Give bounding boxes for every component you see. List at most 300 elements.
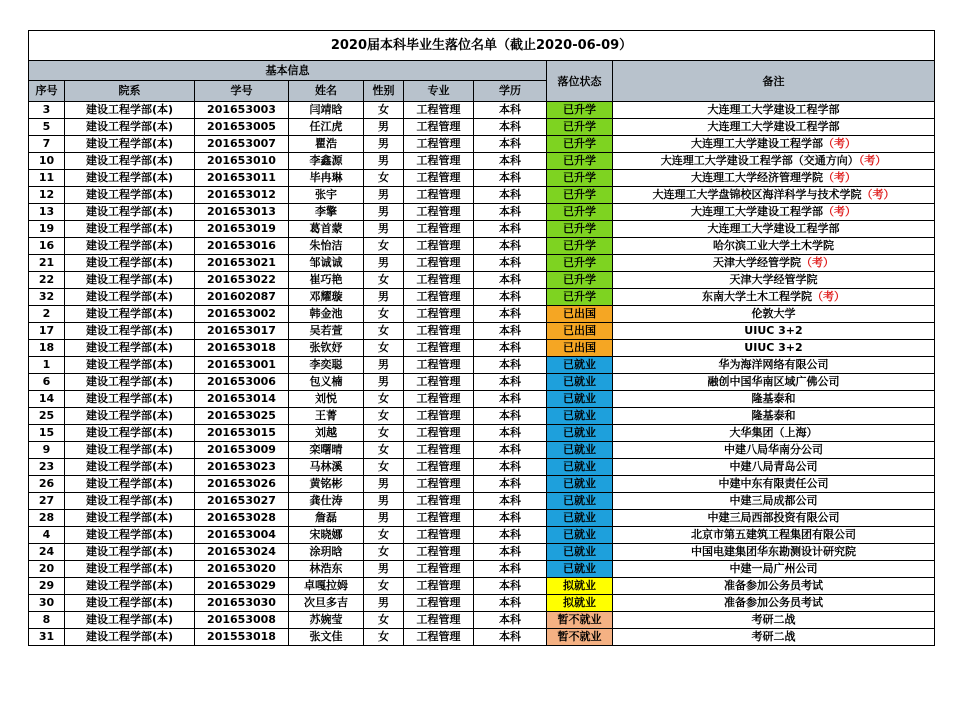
cell-no: 11 — [29, 170, 65, 187]
cell-student-id: 201653020 — [195, 561, 289, 578]
status-badge: 暂不就业 — [547, 612, 613, 629]
remark-text: 天津大学经管学院 — [713, 256, 801, 269]
cell-degree: 本科 — [474, 340, 547, 357]
cell-major: 工程管理 — [404, 221, 474, 238]
table-row — [29, 289, 935, 306]
col-header-id: 学号 — [195, 81, 289, 102]
status-badge: 已出国 — [547, 323, 613, 340]
remark-text: 北京市第五建筑工程集团有限公司 — [691, 528, 856, 541]
cell-gender: 男 — [364, 221, 404, 238]
cell-gender: 女 — [364, 442, 404, 459]
status-badge: 已升学 — [547, 102, 613, 119]
status-badge: 已升学 — [547, 170, 613, 187]
remark-text: 大连理工大学建设工程学部 — [691, 205, 823, 218]
col-header-name: 姓名 — [289, 81, 364, 102]
cell-major: 工程管理 — [404, 476, 474, 493]
status-badge: 已就业 — [547, 476, 613, 493]
cell-dept: 建设工程学部(本) — [65, 204, 195, 221]
cell-student-id: 201602087 — [195, 289, 289, 306]
status-badge: 已升学 — [547, 289, 613, 306]
cell-no: 27 — [29, 493, 65, 510]
cell-degree: 本科 — [474, 255, 547, 272]
cell-dept: 建设工程学部(本) — [65, 119, 195, 136]
exam-mark: （考） — [823, 137, 856, 150]
cell-student-id: 201653015 — [195, 425, 289, 442]
cell-name: 张钦妤 — [289, 340, 364, 357]
cell-name: 闫靖晗 — [289, 102, 364, 119]
cell-student-id: 201653013 — [195, 204, 289, 221]
cell-major: 工程管理 — [404, 272, 474, 289]
table-row — [29, 187, 935, 204]
status-badge: 已就业 — [547, 391, 613, 408]
cell-degree: 本科 — [474, 442, 547, 459]
cell-name: 张宇 — [289, 187, 364, 204]
status-badge: 已就业 — [547, 493, 613, 510]
cell-no: 17 — [29, 323, 65, 340]
status-badge: 已就业 — [547, 561, 613, 578]
remark-text: 中国电建集团华东勘测设计研究院 — [691, 545, 856, 558]
status-badge: 已升学 — [547, 119, 613, 136]
cell-student-id: 201653011 — [195, 170, 289, 187]
remark-text: 中建八局青岛公司 — [729, 460, 818, 473]
cell-name: 包义楠 — [289, 374, 364, 391]
cell-no: 9 — [29, 442, 65, 459]
cell-degree: 本科 — [474, 374, 547, 391]
remark-text: 大连理工大学建设工程学部 — [691, 137, 823, 150]
exam-mark: （考） — [812, 290, 845, 303]
table-row — [29, 272, 935, 289]
cell-degree: 本科 — [474, 493, 547, 510]
cell-student-id: 201553018 — [195, 629, 289, 646]
cell-name: 涂玥晗 — [289, 544, 364, 561]
cell-degree: 本科 — [474, 238, 547, 255]
cell-no: 18 — [29, 340, 65, 357]
cell-major: 工程管理 — [404, 527, 474, 544]
cell-no: 8 — [29, 612, 65, 629]
cell-name: 詹磊 — [289, 510, 364, 527]
cell-degree: 本科 — [474, 612, 547, 629]
table-row — [29, 306, 935, 323]
cell-remark — [613, 255, 935, 272]
cell-student-id: 201653012 — [195, 187, 289, 204]
table-row — [29, 612, 935, 629]
remark-text: 东南大学土木工程学院 — [702, 290, 812, 303]
cell-gender: 男 — [364, 187, 404, 204]
cell-gender: 女 — [364, 527, 404, 544]
cell-student-id: 201653019 — [195, 221, 289, 238]
cell-no: 10 — [29, 153, 65, 170]
cell-degree: 本科 — [474, 170, 547, 187]
table-row — [29, 255, 935, 272]
cell-name: 王菁 — [289, 408, 364, 425]
cell-gender: 男 — [364, 595, 404, 612]
cell-student-id: 201653028 — [195, 510, 289, 527]
cell-remark — [613, 493, 935, 510]
cell-no: 29 — [29, 578, 65, 595]
col-header-gender: 性别 — [364, 81, 404, 102]
cell-student-id: 201653023 — [195, 459, 289, 476]
cell-gender: 女 — [364, 272, 404, 289]
table-row — [29, 527, 935, 544]
cell-no: 13 — [29, 204, 65, 221]
cell-dept: 建设工程学部(本) — [65, 323, 195, 340]
cell-dept: 建设工程学部(本) — [65, 238, 195, 255]
cell-gender: 女 — [364, 544, 404, 561]
cell-student-id: 201653009 — [195, 442, 289, 459]
cell-no: 21 — [29, 255, 65, 272]
cell-major: 工程管理 — [404, 187, 474, 204]
cell-no: 12 — [29, 187, 65, 204]
cell-name: 朱怡洁 — [289, 238, 364, 255]
cell-major: 工程管理 — [404, 374, 474, 391]
cell-student-id: 201653001 — [195, 357, 289, 374]
cell-major: 工程管理 — [404, 510, 474, 527]
cell-no: 15 — [29, 425, 65, 442]
cell-gender: 女 — [364, 629, 404, 646]
cell-remark — [613, 442, 935, 459]
cell-major: 工程管理 — [404, 204, 474, 221]
cell-gender: 女 — [364, 459, 404, 476]
cell-dept: 建设工程学部(本) — [65, 187, 195, 204]
col-header-degree: 学历 — [474, 81, 547, 102]
cell-student-id: 201653004 — [195, 527, 289, 544]
cell-major: 工程管理 — [404, 357, 474, 374]
cell-no: 25 — [29, 408, 65, 425]
cell-gender: 男 — [364, 136, 404, 153]
remark-text: 大连理工大学建设工程学部 — [707, 120, 840, 133]
cell-student-id: 201653021 — [195, 255, 289, 272]
cell-major: 工程管理 — [404, 170, 474, 187]
remark-text: 融创中国华南区域广佛公司 — [707, 375, 840, 388]
cell-name: 马林溪 — [289, 459, 364, 476]
remark-text: 伦敦大学 — [751, 307, 796, 320]
status-badge: 拟就业 — [547, 578, 613, 595]
cell-major: 工程管理 — [404, 408, 474, 425]
table-row — [29, 408, 935, 425]
cell-dept: 建设工程学部(本) — [65, 629, 195, 646]
cell-remark — [613, 238, 935, 255]
cell-remark — [613, 306, 935, 323]
cell-name: 卓嘎拉姆 — [289, 578, 364, 595]
cell-degree: 本科 — [474, 527, 547, 544]
cell-student-id: 201653018 — [195, 340, 289, 357]
cell-gender: 男 — [364, 255, 404, 272]
table-row — [29, 510, 935, 527]
table-row — [29, 136, 935, 153]
cell-name: 吴若萱 — [289, 323, 364, 340]
cell-name: 次旦多吉 — [289, 595, 364, 612]
cell-major: 工程管理 — [404, 459, 474, 476]
cell-major: 工程管理 — [404, 153, 474, 170]
status-badge: 已就业 — [547, 459, 613, 476]
remark-text: UIUC 3+2 — [744, 324, 803, 337]
table-row — [29, 391, 935, 408]
cell-remark — [613, 612, 935, 629]
remark-text: 隆基泰和 — [751, 409, 796, 422]
cell-major: 工程管理 — [404, 340, 474, 357]
cell-remark — [613, 408, 935, 425]
cell-dept: 建设工程学部(本) — [65, 170, 195, 187]
cell-no: 19 — [29, 221, 65, 238]
remark-text: 准备参加公务员考试 — [724, 579, 823, 592]
cell-no: 31 — [29, 629, 65, 646]
status-badge: 已升学 — [547, 153, 613, 170]
status-badge: 已出国 — [547, 340, 613, 357]
cell-major: 工程管理 — [404, 289, 474, 306]
remark-text: 中建八局华南分公司 — [724, 443, 823, 456]
col-header-major: 专业 — [404, 81, 474, 102]
table-row — [29, 238, 935, 255]
col-header-dept: 院系 — [65, 81, 195, 102]
cell-degree: 本科 — [474, 578, 547, 595]
cell-gender: 男 — [364, 153, 404, 170]
cell-gender: 女 — [364, 408, 404, 425]
cell-name: 瞿浩 — [289, 136, 364, 153]
cell-degree: 本科 — [474, 187, 547, 204]
cell-remark — [613, 510, 935, 527]
cell-major: 工程管理 — [404, 102, 474, 119]
cell-no: 7 — [29, 136, 65, 153]
remark-text: 中建一局广州公司 — [729, 562, 818, 575]
cell-dept: 建设工程学部(本) — [65, 221, 195, 238]
remark-text: UIUC 3+2 — [744, 341, 803, 354]
cell-student-id: 201653008 — [195, 612, 289, 629]
cell-remark — [613, 340, 935, 357]
cell-dept: 建设工程学部(本) — [65, 476, 195, 493]
cell-major: 工程管理 — [404, 391, 474, 408]
cell-gender: 男 — [364, 476, 404, 493]
table-row — [29, 493, 935, 510]
remark-text: 中建三局西部投资有限公司 — [707, 511, 840, 524]
table-row — [29, 595, 935, 612]
cell-degree: 本科 — [474, 289, 547, 306]
cell-major: 工程管理 — [404, 629, 474, 646]
cell-no: 22 — [29, 272, 65, 289]
table-row — [29, 578, 935, 595]
cell-name: 李鑫源 — [289, 153, 364, 170]
cell-dept: 建设工程学部(本) — [65, 459, 195, 476]
table-row — [29, 425, 935, 442]
remark-text: 华为海洋网络有限公司 — [718, 358, 829, 371]
cell-remark — [613, 391, 935, 408]
cell-gender: 女 — [364, 102, 404, 119]
table-row — [29, 153, 935, 170]
status-badge: 已升学 — [547, 255, 613, 272]
cell-gender: 男 — [364, 510, 404, 527]
cell-gender: 女 — [364, 612, 404, 629]
cell-name: 葛首蒙 — [289, 221, 364, 238]
cell-remark — [613, 629, 935, 646]
status-badge: 已升学 — [547, 187, 613, 204]
table-row — [29, 340, 935, 357]
cell-degree: 本科 — [474, 204, 547, 221]
cell-name: 苏婉莹 — [289, 612, 364, 629]
table-row — [29, 476, 935, 493]
cell-remark — [613, 272, 935, 289]
cell-major: 工程管理 — [404, 136, 474, 153]
status-badge: 已升学 — [547, 136, 613, 153]
cell-no: 30 — [29, 595, 65, 612]
cell-no: 2 — [29, 306, 65, 323]
cell-no: 6 — [29, 374, 65, 391]
table-row — [29, 544, 935, 561]
cell-student-id: 201653003 — [195, 102, 289, 119]
cell-major: 工程管理 — [404, 493, 474, 510]
cell-degree: 本科 — [474, 459, 547, 476]
exam-mark: （考） — [823, 205, 856, 218]
cell-student-id: 201653022 — [195, 272, 289, 289]
cell-degree: 本科 — [474, 306, 547, 323]
cell-degree: 本科 — [474, 221, 547, 238]
cell-dept: 建设工程学部(本) — [65, 289, 195, 306]
remark-text: 哈尔滨工业大学土木学院 — [713, 239, 834, 252]
cell-degree: 本科 — [474, 629, 547, 646]
cell-name: 宋晓娜 — [289, 527, 364, 544]
cell-student-id: 201653026 — [195, 476, 289, 493]
cell-gender: 女 — [364, 323, 404, 340]
status-badge: 已出国 — [547, 306, 613, 323]
cell-dept: 建设工程学部(本) — [65, 527, 195, 544]
remark-text: 大连理工大学建设工程学部（交通方向） — [660, 154, 859, 167]
cell-name: 崔巧艳 — [289, 272, 364, 289]
cell-degree: 本科 — [474, 119, 547, 136]
cell-student-id: 201653006 — [195, 374, 289, 391]
status-badge: 已就业 — [547, 374, 613, 391]
status-badge: 已就业 — [547, 408, 613, 425]
table-row — [29, 170, 935, 187]
cell-major: 工程管理 — [404, 323, 474, 340]
table-row — [29, 119, 935, 136]
cell-dept: 建设工程学部(本) — [65, 425, 195, 442]
cell-remark — [613, 544, 935, 561]
cell-major: 工程管理 — [404, 544, 474, 561]
cell-name: 任江虎 — [289, 119, 364, 136]
cell-remark — [613, 136, 935, 153]
table-row — [29, 629, 935, 646]
cell-no: 23 — [29, 459, 65, 476]
cell-major: 工程管理 — [404, 255, 474, 272]
cell-dept: 建设工程学部(本) — [65, 493, 195, 510]
graduate-placement-sheet — [28, 30, 934, 646]
status-badge: 已升学 — [547, 204, 613, 221]
remark-text: 大连理工大学经济管理学院 — [691, 171, 823, 184]
cell-remark — [613, 578, 935, 595]
remark-text: 大连理工大学建设工程学部 — [707, 103, 840, 116]
cell-student-id: 201653005 — [195, 119, 289, 136]
cell-degree: 本科 — [474, 408, 547, 425]
cell-remark — [613, 289, 935, 306]
cell-name: 张文佳 — [289, 629, 364, 646]
cell-student-id: 201653017 — [195, 323, 289, 340]
cell-degree: 本科 — [474, 357, 547, 374]
cell-dept: 建设工程学部(本) — [65, 102, 195, 119]
cell-name: 刘悦 — [289, 391, 364, 408]
cell-dept: 建设工程学部(本) — [65, 561, 195, 578]
cell-name: 龚仕涛 — [289, 493, 364, 510]
cell-name: 韩金池 — [289, 306, 364, 323]
exam-mark: （考） — [823, 171, 856, 184]
table-row — [29, 459, 935, 476]
cell-no: 32 — [29, 289, 65, 306]
remark-text: 天津大学经管学院 — [729, 273, 818, 286]
cell-remark — [613, 595, 935, 612]
cell-no: 1 — [29, 357, 65, 374]
cell-degree: 本科 — [474, 595, 547, 612]
cell-student-id: 201653010 — [195, 153, 289, 170]
status-badge: 已就业 — [547, 510, 613, 527]
cell-name: 李擎 — [289, 204, 364, 221]
cell-dept: 建设工程学部(本) — [65, 595, 195, 612]
cell-student-id: 201653014 — [195, 391, 289, 408]
cell-remark — [613, 204, 935, 221]
cell-dept: 建设工程学部(本) — [65, 357, 195, 374]
cell-gender: 女 — [364, 306, 404, 323]
exam-mark: （考） — [801, 256, 834, 269]
cell-dept: 建设工程学部(本) — [65, 612, 195, 629]
status-badge: 已就业 — [547, 442, 613, 459]
cell-degree: 本科 — [474, 136, 547, 153]
remark-text: 中建三局成都公司 — [729, 494, 818, 507]
cell-student-id: 201653029 — [195, 578, 289, 595]
cell-remark — [613, 425, 935, 442]
cell-degree: 本科 — [474, 544, 547, 561]
remark-text: 大连理工大学建设工程学部 — [707, 222, 840, 235]
remark-text: 隆基泰和 — [751, 392, 796, 405]
cell-name: 毕冉琳 — [289, 170, 364, 187]
cell-degree: 本科 — [474, 153, 547, 170]
cell-gender: 女 — [364, 238, 404, 255]
cell-no: 16 — [29, 238, 65, 255]
table-row — [29, 561, 935, 578]
status-badge: 已就业 — [547, 527, 613, 544]
cell-dept: 建设工程学部(本) — [65, 306, 195, 323]
cell-remark — [613, 221, 935, 238]
cell-degree: 本科 — [474, 561, 547, 578]
page-title: 2020届本科毕业生落位名单（截止2020-06-09） — [29, 31, 935, 61]
cell-gender: 女 — [364, 170, 404, 187]
cell-no: 24 — [29, 544, 65, 561]
col-header-no: 序号 — [29, 81, 65, 102]
cell-remark — [613, 527, 935, 544]
remark-text: 大华集团（上海） — [729, 426, 818, 439]
cell-no: 28 — [29, 510, 65, 527]
cell-student-id: 201653027 — [195, 493, 289, 510]
cell-gender: 男 — [364, 561, 404, 578]
table-row — [29, 374, 935, 391]
cell-dept: 建设工程学部(本) — [65, 408, 195, 425]
cell-dept: 建设工程学部(本) — [65, 136, 195, 153]
status-badge: 暂不就业 — [547, 629, 613, 646]
cell-gender: 女 — [364, 340, 404, 357]
cell-no: 3 — [29, 102, 65, 119]
cell-major: 工程管理 — [404, 425, 474, 442]
cell-name: 黄铭彬 — [289, 476, 364, 493]
cell-student-id: 201653002 — [195, 306, 289, 323]
cell-name: 邹诚诚 — [289, 255, 364, 272]
exam-mark: （考） — [858, 154, 887, 167]
cell-degree: 本科 — [474, 102, 547, 119]
remark-text: 考研二战 — [751, 613, 796, 626]
table-row — [29, 357, 935, 374]
cell-no: 26 — [29, 476, 65, 493]
cell-student-id: 201653024 — [195, 544, 289, 561]
cell-degree: 本科 — [474, 510, 547, 527]
cell-no: 14 — [29, 391, 65, 408]
cell-degree: 本科 — [474, 391, 547, 408]
cell-name: 林浩东 — [289, 561, 364, 578]
cell-remark — [613, 153, 935, 170]
cell-degree: 本科 — [474, 476, 547, 493]
